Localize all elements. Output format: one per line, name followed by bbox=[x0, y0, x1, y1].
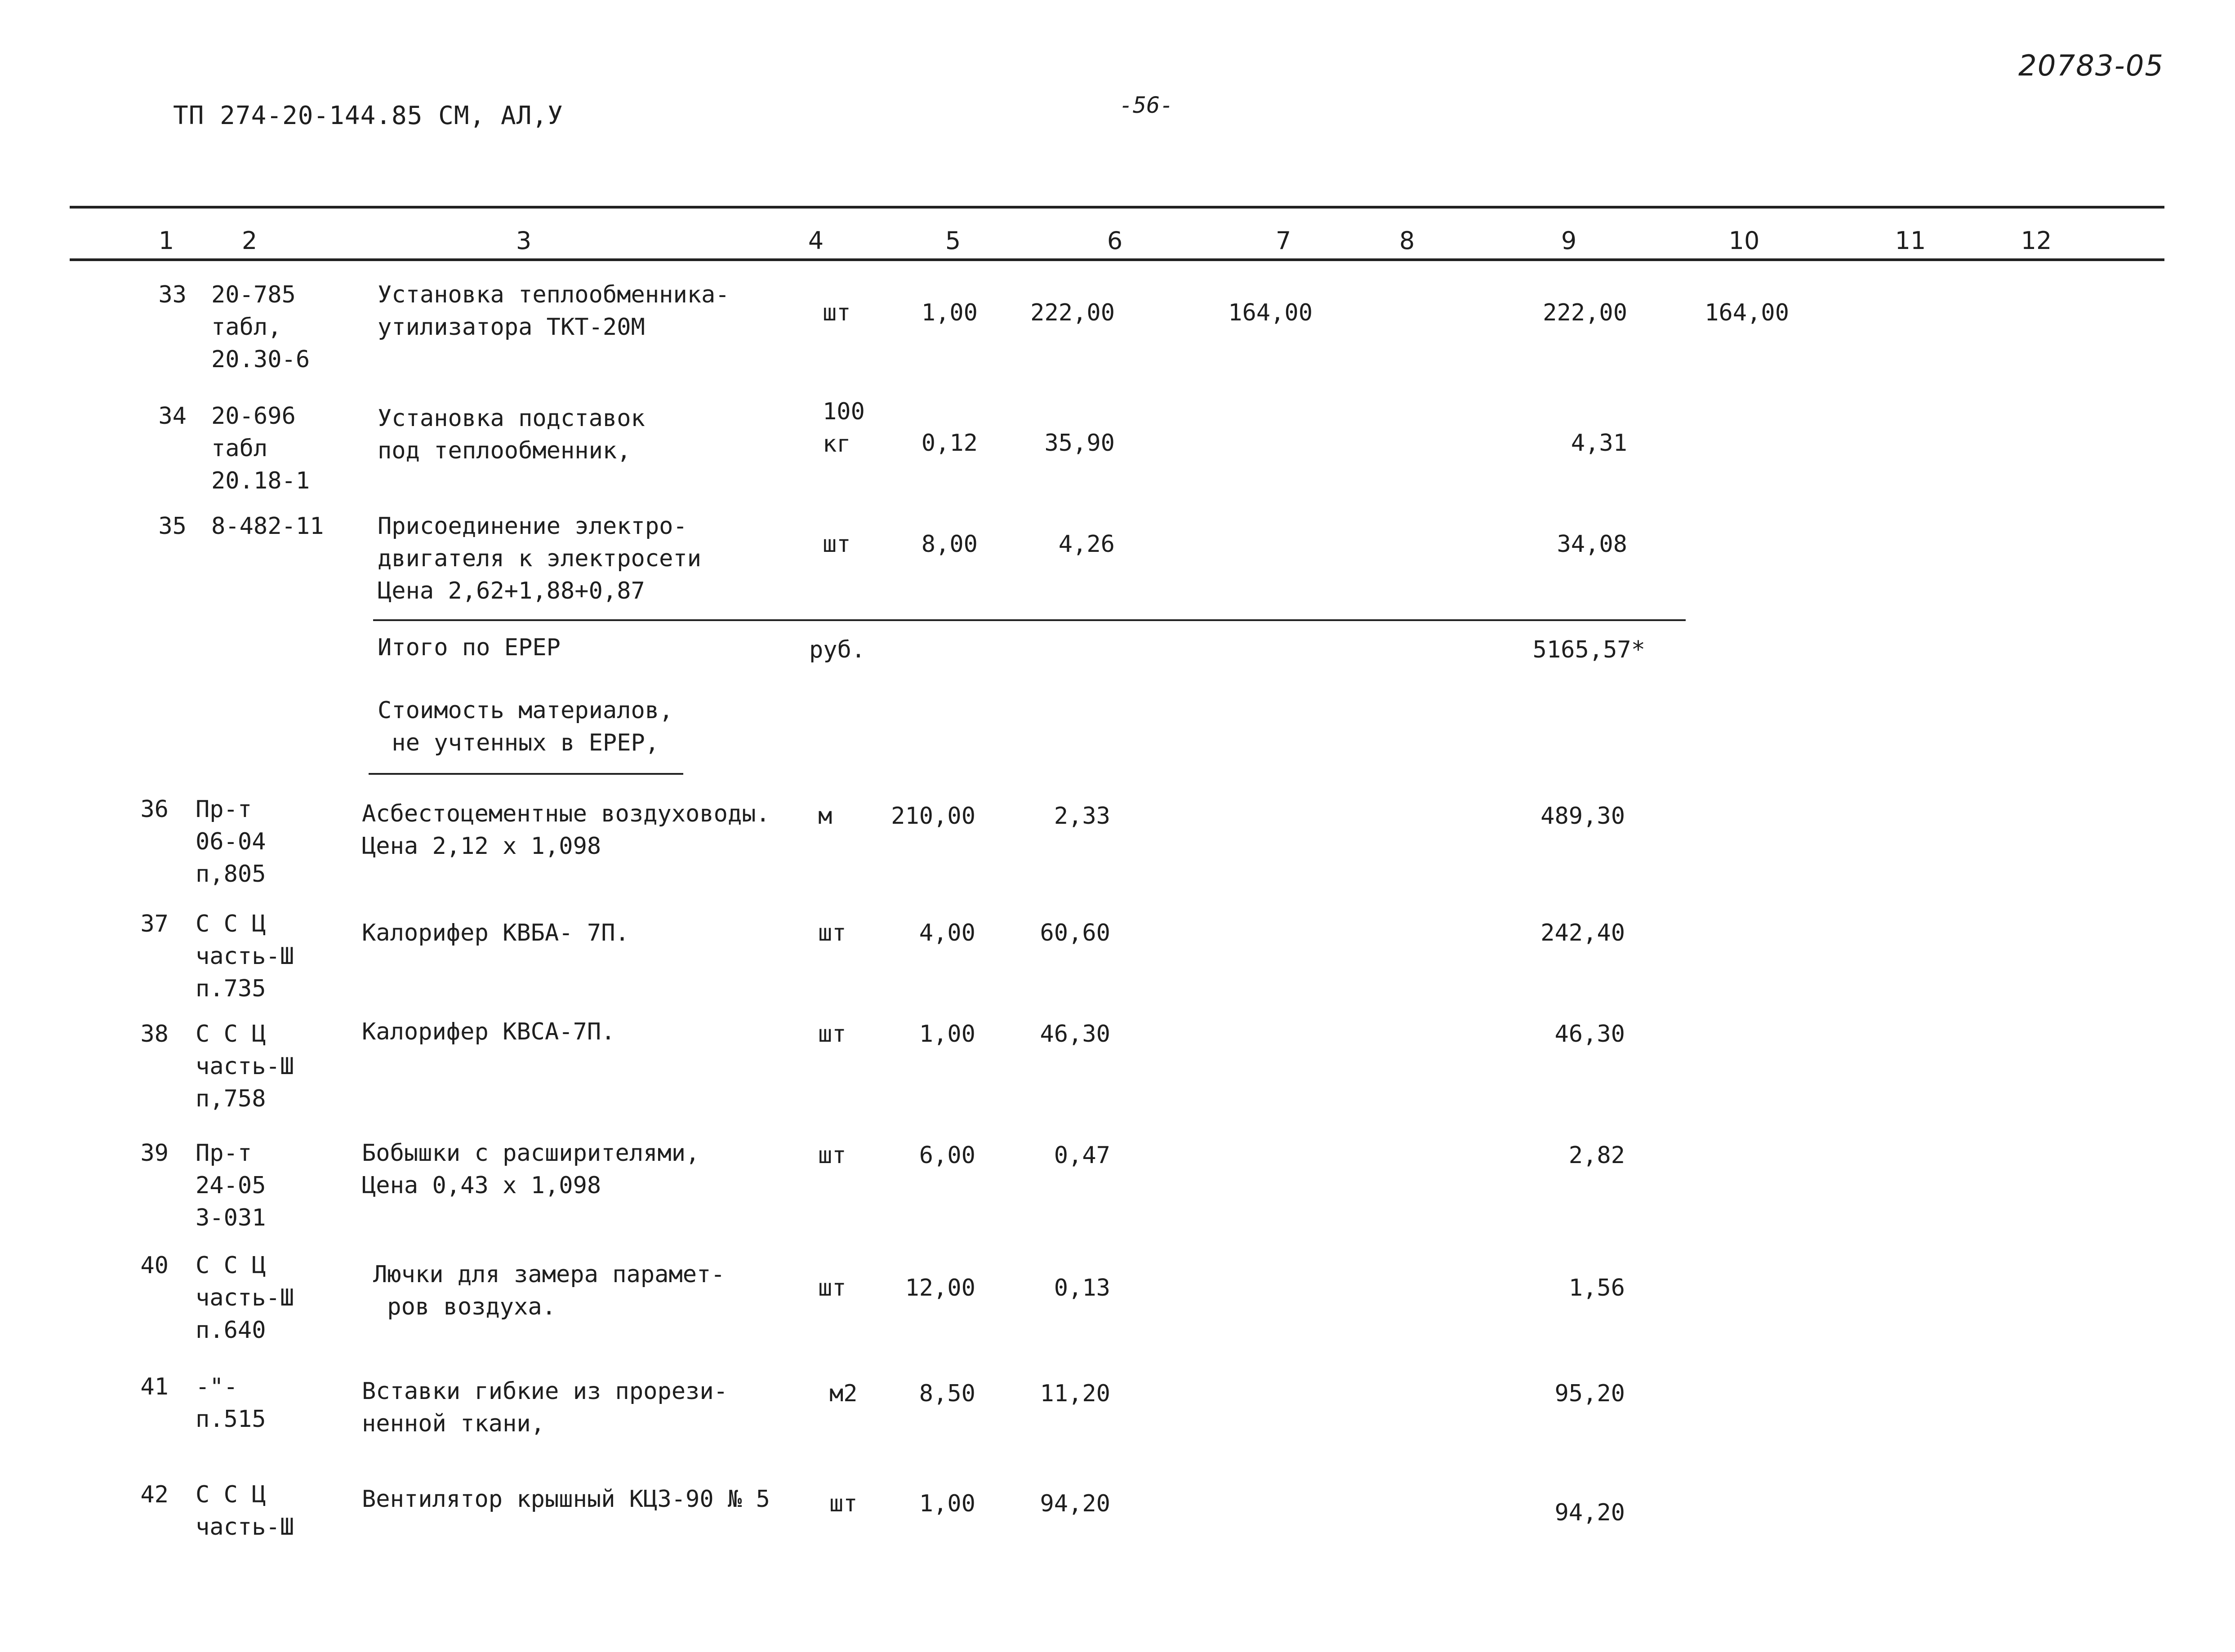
row-number: 35 bbox=[158, 513, 187, 540]
row-price: 46,30 bbox=[1040, 1021, 1110, 1048]
row-unit: шт bbox=[823, 531, 851, 558]
row-reference: 8-482-11 bbox=[211, 513, 324, 540]
subtotal-unit: руб. bbox=[809, 636, 866, 663]
col-header-7: 7 bbox=[1275, 226, 1291, 255]
row-name: Присоединение электро- двигателя к электросети Цена 2,62+1,88+0,87 bbox=[378, 513, 702, 604]
row-col10: 164,00 bbox=[1705, 299, 1789, 326]
row-quantity: 1,00 bbox=[919, 1021, 975, 1048]
row-quantity: 4,00 bbox=[919, 919, 975, 946]
row-name: Асбестоцементные воздуховоды. Цена 2,12 х 1,098 bbox=[362, 800, 770, 860]
row-number: 39 bbox=[140, 1140, 169, 1167]
inventory-stamp: 20783-05 bbox=[2018, 49, 2164, 83]
row-unit: шт bbox=[818, 1021, 846, 1048]
row-price: 11,20 bbox=[1040, 1380, 1110, 1407]
subtotal-total: 5165,57* bbox=[1532, 636, 1645, 663]
col-header-9: 9 bbox=[1561, 226, 1577, 255]
row-name: Установка подставок под теплообменник, bbox=[378, 405, 645, 464]
col-header-8: 8 bbox=[1399, 226, 1415, 255]
row-unit: шт bbox=[823, 299, 851, 326]
row-total: 34,08 bbox=[1557, 531, 1627, 558]
row-name: Калорифер КВБА- 7П. bbox=[362, 919, 629, 946]
col-header-5: 5 bbox=[945, 226, 961, 255]
row-price: 4,26 bbox=[1058, 531, 1115, 558]
col-header-11: 11 bbox=[1895, 226, 1926, 255]
materials-section-label: Стоимость материалов, не учтенных в ЕРЕР, bbox=[378, 697, 673, 756]
row-price: 35,90 bbox=[1044, 430, 1115, 457]
row-total: 2,82 bbox=[1568, 1142, 1625, 1169]
row-total: 46,30 bbox=[1554, 1021, 1625, 1048]
row-name: Вентилятор крышный КЦЗ-90 № 5 bbox=[362, 1486, 770, 1513]
row-name: Установка теплообменника- утилизатора ТКТ-20М bbox=[378, 281, 730, 341]
row-total: 4,31 bbox=[1571, 430, 1627, 457]
row-quantity: 8,50 bbox=[919, 1380, 975, 1407]
row-number: 40 bbox=[140, 1252, 169, 1279]
row-quantity: 12,00 bbox=[905, 1275, 975, 1301]
row-quantity: 6,00 bbox=[919, 1142, 975, 1169]
col-header-2: 2 bbox=[241, 226, 258, 255]
row-price: 0,47 bbox=[1054, 1142, 1110, 1169]
col-header-3: 3 bbox=[516, 226, 532, 255]
row-number: 41 bbox=[140, 1373, 169, 1400]
header-bottom-rule bbox=[70, 258, 2164, 261]
row-total: 242,40 bbox=[1540, 919, 1625, 946]
row-total: 1,56 bbox=[1568, 1275, 1625, 1301]
materials-underline bbox=[369, 773, 683, 775]
row-number: 38 bbox=[140, 1021, 169, 1048]
col-header-10: 10 bbox=[1728, 226, 1760, 255]
row-col7: 164,00 bbox=[1228, 299, 1313, 326]
row-price: 94,20 bbox=[1040, 1490, 1110, 1517]
row-price: 222,00 bbox=[1030, 299, 1115, 326]
row-reference: С С Ц часть-Ш п.735 bbox=[196, 910, 294, 1002]
row-reference: С С Ц часть-Ш п,758 bbox=[196, 1021, 294, 1112]
table-top-rule bbox=[70, 206, 2164, 209]
row-unit: шт bbox=[818, 1142, 846, 1169]
row-unit: шт bbox=[818, 1275, 846, 1301]
row-number: 36 bbox=[140, 796, 169, 823]
row-reference: 20-696 табл 20.18-1 bbox=[211, 403, 310, 494]
row-unit: 100 кг bbox=[823, 398, 865, 457]
row-reference: -"- п.515 bbox=[196, 1373, 266, 1433]
row-number: 42 bbox=[140, 1481, 169, 1508]
row-total: 222,00 bbox=[1543, 299, 1627, 326]
row-number: 34 bbox=[158, 403, 187, 430]
row-reference: 20-785 табл, 20.30-6 bbox=[211, 281, 310, 373]
row-name: Калорифер КВСА-7П. bbox=[362, 1018, 615, 1045]
col-header-4: 4 bbox=[808, 226, 824, 255]
row-quantity: 8,00 bbox=[921, 531, 978, 558]
col-header-12: 12 bbox=[2021, 226, 2052, 255]
col-header-1: 1 bbox=[158, 226, 174, 255]
row-quantity: 1,00 bbox=[921, 299, 978, 326]
row-total: 94,20 bbox=[1554, 1499, 1625, 1526]
row-quantity: 210,00 bbox=[891, 803, 975, 830]
row-total: 95,20 bbox=[1554, 1380, 1625, 1407]
row-total: 489,30 bbox=[1540, 803, 1625, 830]
row-price: 0,13 bbox=[1054, 1275, 1110, 1301]
row-quantity: 1,00 bbox=[919, 1490, 975, 1517]
row-name: Бобышки с расширителями, Цена 0,43 х 1,098 bbox=[362, 1140, 700, 1199]
row-quantity: 0,12 bbox=[921, 430, 978, 457]
col-header-6: 6 bbox=[1107, 226, 1123, 255]
row-number: 37 bbox=[140, 910, 169, 937]
document-code: ТП 274-20-144.85 СМ, АЛ,У bbox=[173, 101, 563, 130]
row-reference: С С Ц часть-Ш bbox=[196, 1481, 294, 1541]
row-number: 33 bbox=[158, 281, 187, 308]
row-unit: шт bbox=[829, 1490, 858, 1517]
page-number: -56- bbox=[1119, 92, 1174, 118]
row-price: 60,60 bbox=[1040, 919, 1110, 946]
row-name: Лючки для замера парамет- ров воздуха. bbox=[373, 1261, 725, 1320]
row-reference: Пр-т 06-04 п,805 bbox=[196, 796, 266, 888]
row-price: 2,33 bbox=[1054, 803, 1110, 830]
row-reference: Пр-т 24-05 3-031 bbox=[196, 1140, 266, 1231]
row-name: Вставки гибкие из прорези- ненной ткани, bbox=[362, 1378, 728, 1437]
row-unit: м bbox=[818, 803, 833, 830]
row-unit: шт bbox=[818, 919, 846, 946]
subtotal-rule bbox=[373, 619, 1686, 621]
row-unit: м2 bbox=[829, 1380, 858, 1407]
subtotal-label: Итого по ЕРЕР bbox=[378, 634, 561, 661]
row-reference: С С Ц часть-Ш п.640 bbox=[196, 1252, 294, 1344]
